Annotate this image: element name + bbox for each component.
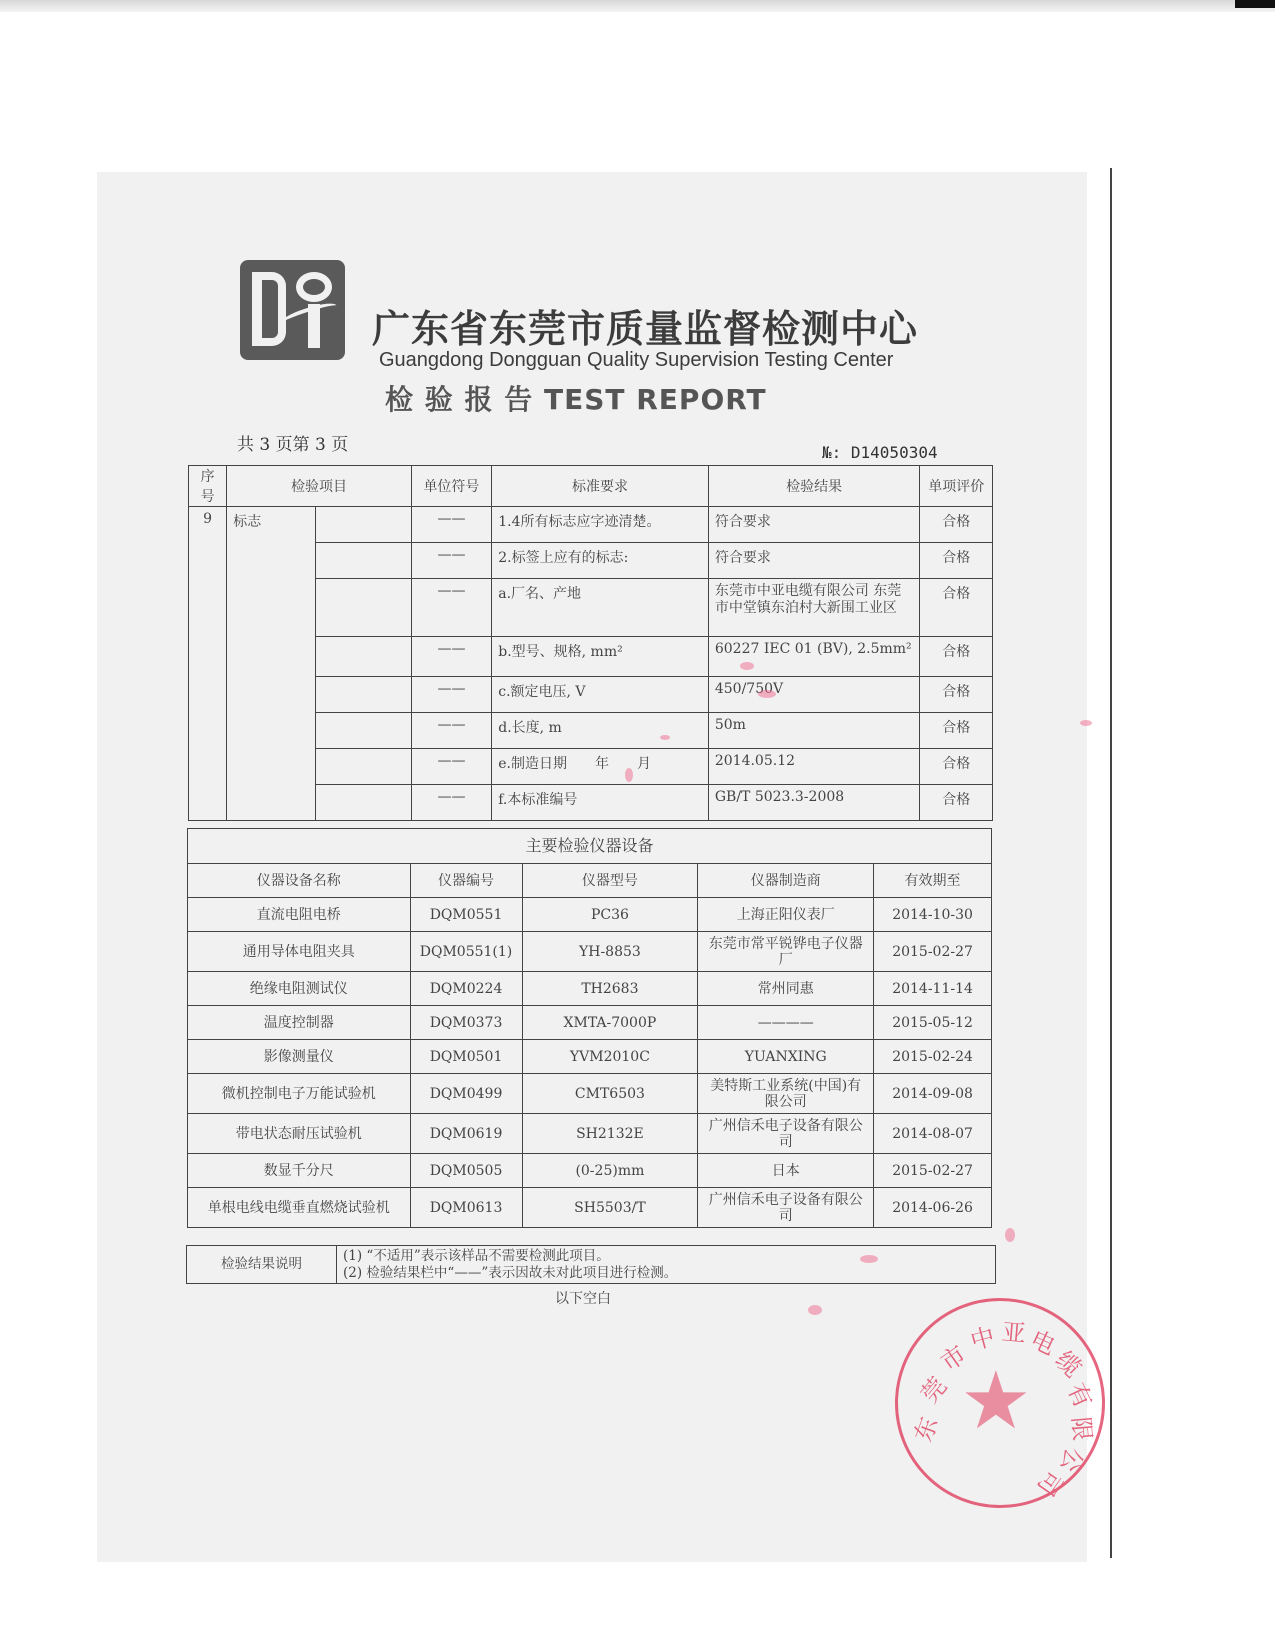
report-title: 检 验 报 告 TEST REPORT [385, 383, 767, 416]
company-seal-stamp: ★ 东 莞 市 中 亚 电 缆 有 限 公 司 [895, 1298, 1105, 1508]
equipment-model: PC36 [522, 898, 698, 932]
sub-item [315, 507, 411, 543]
verdict-cell: 合格 [920, 749, 993, 785]
table-header-row [189, 466, 993, 507]
equipment-model: YH-8853 [522, 932, 698, 972]
table-row [189, 507, 993, 543]
requirement-cell: a.厂名、产地 [492, 579, 709, 637]
equipment-valid-until: 2015-05-12 [874, 1006, 992, 1040]
equipment-name: 数显千分尺 [188, 1154, 411, 1188]
unit-cell: —— [411, 507, 492, 543]
unit-cell: —— [411, 579, 492, 637]
equipment-model: SH5503/T [522, 1188, 698, 1228]
header-cell: 有效期至 [874, 864, 992, 898]
equipment-name: 直流电阻电桥 [188, 898, 411, 932]
equipment-id: DQM0551 [410, 898, 522, 932]
equipment-name: 带电状态耐压试验机 [188, 1114, 411, 1154]
equipment-valid-until: 2015-02-24 [874, 1040, 992, 1074]
result-cell: 60227 IEC 01 (BV), 2.5mm² [708, 637, 920, 677]
verdict-cell: 合格 [920, 713, 993, 749]
equipment-model: SH2132E [522, 1114, 698, 1154]
equipment-maker: 广州信禾电子设备有限公司 [698, 1114, 874, 1154]
equipment-valid-until: 2015-02-27 [874, 932, 992, 972]
table-row [188, 972, 992, 1006]
equipment-maker: 广州信禾电子设备有限公司 [698, 1188, 874, 1228]
requirement-cell: c.额定电压, V [492, 677, 709, 713]
verdict-cell: 合格 [920, 507, 993, 543]
table-row [188, 1188, 992, 1228]
note-line: (2) 检验结果栏中“——”表示因故未对此项目进行检测。 [343, 1264, 678, 1281]
result-cell: GB/T 5023.3-2008 [708, 785, 920, 821]
sub-item [315, 713, 411, 749]
verdict-cell: 合格 [920, 637, 993, 677]
table-row [188, 898, 992, 932]
equipment-id: DQM0551(1) [410, 932, 522, 972]
result-cell: 50m [708, 713, 920, 749]
header-cell: 仪器型号 [522, 864, 698, 898]
equipment-maker: YUANXING [698, 1040, 874, 1074]
equipment-maker: 常州同惠 [698, 972, 874, 1006]
report-number: №: D14050304 [822, 443, 938, 462]
verdict-cell: 合格 [920, 579, 993, 637]
equipment-maker: 日本 [698, 1154, 874, 1188]
inspection-table [188, 465, 993, 821]
equipment-maker: ———— [698, 1006, 874, 1040]
equipment-model: XMTA-7000P [522, 1006, 698, 1040]
dq-logo-icon [240, 260, 345, 360]
notes-label: 检验结果说明 [187, 1246, 337, 1284]
result-cell: 2014.05.12 [708, 749, 920, 785]
scan-corner-mark [1235, 0, 1275, 8]
verdict-cell: 合格 [920, 785, 993, 821]
table-row [188, 932, 992, 972]
sub-item [315, 579, 411, 637]
verdict-cell: 合格 [920, 543, 993, 579]
equipment-valid-until: 2014-09-08 [874, 1074, 992, 1114]
requirement-cell: b.型号、规格, mm² [492, 637, 709, 677]
header-cell: 序号 [189, 466, 227, 507]
equipment-table [187, 828, 992, 1228]
sub-item [315, 785, 411, 821]
requirement-cell: e.制造日期 年 月 [492, 749, 709, 785]
equipment-id: DQM0619 [410, 1114, 522, 1154]
note-line: (1) “不适用”表示该样品不需要检测此项目。 [343, 1247, 610, 1264]
header-cell: 单位符号 [411, 466, 492, 507]
equipment-name: 温度控制器 [188, 1006, 411, 1040]
header-cell: 仪器编号 [410, 864, 522, 898]
org-name-cn: 广东省东莞市质量监督检测中心 [372, 307, 919, 351]
result-cell: 450/750V [708, 677, 920, 713]
equipment-id: DQM0613 [410, 1188, 522, 1228]
requirement-cell: 1.4所有标志应字迹清楚。 [492, 507, 709, 543]
result-cell: 符合要求 [708, 543, 920, 579]
equipment-id: DQM0501 [410, 1040, 522, 1074]
header-cell: 仪器制造商 [698, 864, 874, 898]
header-cell: 单项评价 [920, 466, 993, 507]
header-cell: 检验项目 [227, 466, 411, 507]
page-edge [1110, 168, 1112, 1558]
blank-below-note: 以下空白 [555, 1291, 611, 1307]
unit-cell: —— [411, 543, 492, 579]
notes-table [186, 1245, 996, 1284]
equipment-name: 影像测量仪 [188, 1040, 411, 1074]
equipment-name: 通用导体电阻夹具 [188, 932, 411, 972]
equipment-valid-until: 2014-06-26 [874, 1188, 992, 1228]
page-info: 共 3 页第 3 页 [237, 435, 349, 455]
equipment-name: 微机控制电子万能试验机 [188, 1074, 411, 1114]
requirement-cell: f.本标准编号 [492, 785, 709, 821]
sub-item [315, 637, 411, 677]
item-number: 9 [189, 507, 227, 821]
equipment-id: DQM0505 [410, 1154, 522, 1188]
equipment-model: (0-25)mm [522, 1154, 698, 1188]
result-cell: 东莞市中亚电缆有限公司 东莞市中堂镇东泊村大新围工业区 [708, 579, 920, 637]
equipment-maker: 东莞市常平锐铧电子仪器厂 [698, 932, 874, 972]
star-icon: ★ [960, 1354, 1032, 1447]
equipment-table-caption: 主要检验仪器设备 [188, 829, 992, 864]
sub-item [315, 543, 411, 579]
org-name-en: Guangdong Dongguan Quality Supervision Testing Center [379, 349, 894, 371]
equipment-model: CMT6503 [522, 1074, 698, 1114]
unit-cell: —— [411, 677, 492, 713]
equipment-valid-until: 2014-11-14 [874, 972, 992, 1006]
equipment-model: YVM2010C [522, 1040, 698, 1074]
equipment-valid-until: 2015-02-27 [874, 1154, 992, 1188]
header-cell: 仪器设备名称 [188, 864, 411, 898]
equipment-model: TH2683 [522, 972, 698, 1006]
notes-content [337, 1246, 996, 1284]
equipment-maker: 美特斯工业系统(中国)有限公司 [698, 1074, 874, 1114]
requirement-cell: d.长度, m [492, 713, 709, 749]
equipment-valid-until: 2014-08-07 [874, 1114, 992, 1154]
scan-top-edge [0, 0, 1275, 12]
table-row [188, 1040, 992, 1074]
sub-item [315, 749, 411, 785]
equipment-name: 单根电线电缆垂直燃烧试验机 [188, 1188, 411, 1228]
unit-cell: —— [411, 749, 492, 785]
equipment-id: DQM0224 [410, 972, 522, 1006]
equipment-id: DQM0373 [410, 1006, 522, 1040]
verdict-cell: 合格 [920, 677, 993, 713]
header-cell: 标准要求 [492, 466, 709, 507]
unit-cell: —— [411, 713, 492, 749]
requirement-cell: 2.标签上应有的标志: [492, 543, 709, 579]
equipment-valid-until: 2014-10-30 [874, 898, 992, 932]
table-row [188, 1006, 992, 1040]
equipment-id: DQM0499 [410, 1074, 522, 1114]
table-row [188, 1114, 992, 1154]
sub-item [315, 677, 411, 713]
equipment-maker: 上海正阳仪表厂 [698, 898, 874, 932]
table-row [188, 1074, 992, 1114]
header-cell: 检验结果 [708, 466, 920, 507]
equipment-name: 绝缘电阻测试仪 [188, 972, 411, 1006]
result-cell: 符合要求 [708, 507, 920, 543]
item-name: 标志 [227, 507, 316, 821]
unit-cell: —— [411, 637, 492, 677]
table-header-row [188, 864, 992, 898]
table-row [188, 1154, 992, 1188]
unit-cell: —— [411, 785, 492, 821]
